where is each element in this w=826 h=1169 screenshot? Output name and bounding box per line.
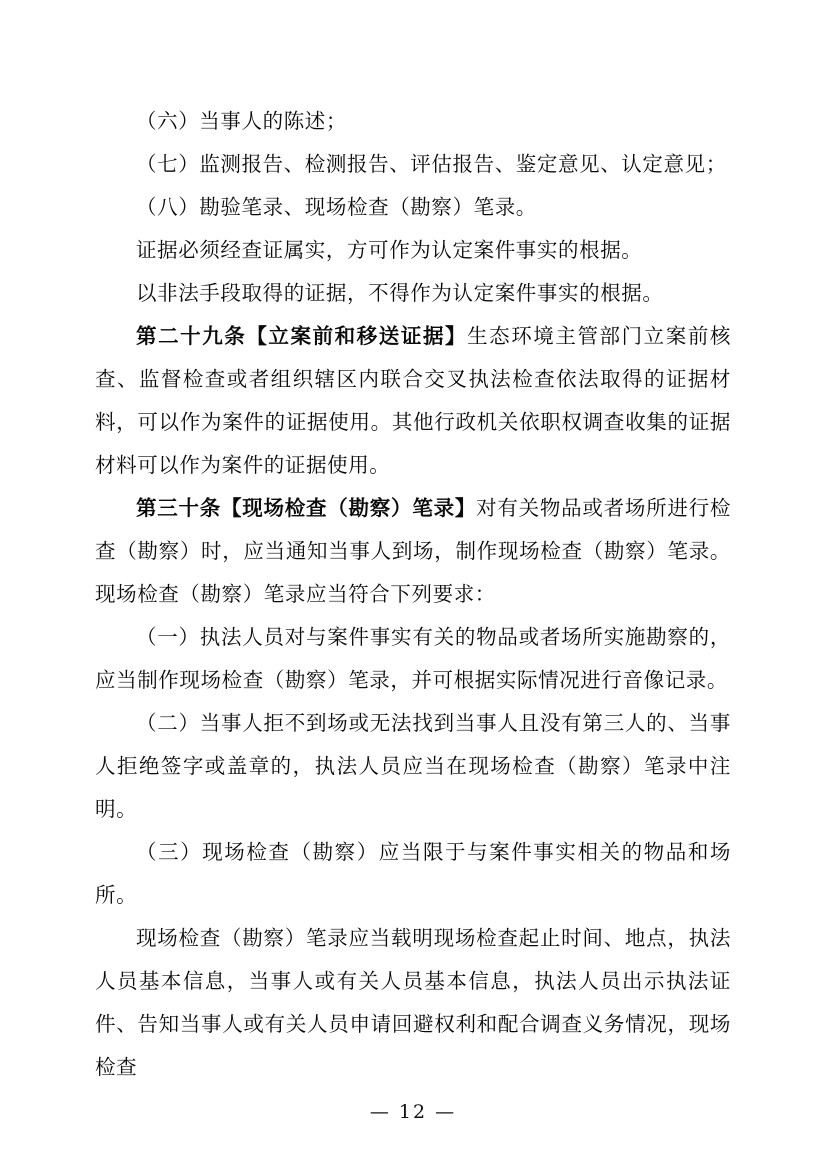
- article-heading: 第三十条【现场检查（勘察）笔录】: [136, 496, 477, 520]
- paragraph-article-30-item-1: [95, 616, 731, 702]
- paragraph-text: 以非法手段取得的证据，不得作为认定案件事实的根据。: [136, 281, 664, 305]
- paragraph-text: （八）勘验笔录、现场检查（勘察）笔录。: [136, 195, 537, 219]
- paragraph-illegal-evidence: [95, 272, 731, 315]
- paragraph-item-6: [95, 100, 731, 143]
- paragraph-text: 现场检查（勘察）笔录应当载明现场检查起止时间、地点，执法人员基本信息，当事人或有关人员基本信息，执法人员出示执法证件、告知当事人或有关人员申请回避权利和配合调查义务情况，现场检查: [95, 926, 731, 1079]
- paragraph-item-8: [95, 186, 731, 229]
- paragraph-article-30: [95, 487, 731, 616]
- paragraph-evidence-verified: [95, 229, 731, 272]
- paragraph-article-29: [95, 315, 731, 487]
- paragraph-text: （一）执法人员对与案件事实有关的物品或者场所实施勘察的，应当制作现场检查（勘察）笔录，并可根据实际情况进行音像记录。: [95, 625, 731, 692]
- paragraph-text: 生态环境主管部门立案前核查、监督检查或者组织辖区内联合交叉执法检查依法取得的证据材料，可以作为案件的证据使用。其他行政机关依职权调查收集的证据材料可以作为案件的证据使用。: [95, 324, 731, 477]
- article-heading: 第二十九条【立案前和移送证据】: [136, 324, 468, 348]
- paragraph-article-30-item-2: [95, 702, 731, 831]
- page-number: — 12 —: [369, 1101, 457, 1123]
- paragraph-item-7: [95, 143, 731, 186]
- paragraph-article-30-closing: [95, 917, 731, 1089]
- paragraph-text: （三）现场检查（勘察）应当限于与案件事实相关的物品和场所。: [95, 840, 731, 907]
- paragraph-text: （二）当事人拒不到场或无法找到当事人且没有第三人的、当事人拒绝签字或盖章的，执法人员应当在现场检查（勘察）笔录中注明。: [95, 711, 731, 821]
- paragraph-text: 对有关物品或者场所进行检查（勘察）时，应当通知当事人到场，制作现场检查（勘察）笔录。现场检查（勘察）笔录应当符合下列要求：: [95, 496, 731, 606]
- paragraph-article-30-item-3: [95, 831, 731, 917]
- document-body: [95, 100, 731, 1089]
- paragraph-text: （六）当事人的陈述；: [136, 109, 347, 133]
- paragraph-text: 证据必须经查证属实，方可作为认定案件事实的根据。: [136, 238, 643, 262]
- paragraph-text: （七）监测报告、检测报告、评估报告、鉴定意见、认定意见；: [136, 152, 727, 176]
